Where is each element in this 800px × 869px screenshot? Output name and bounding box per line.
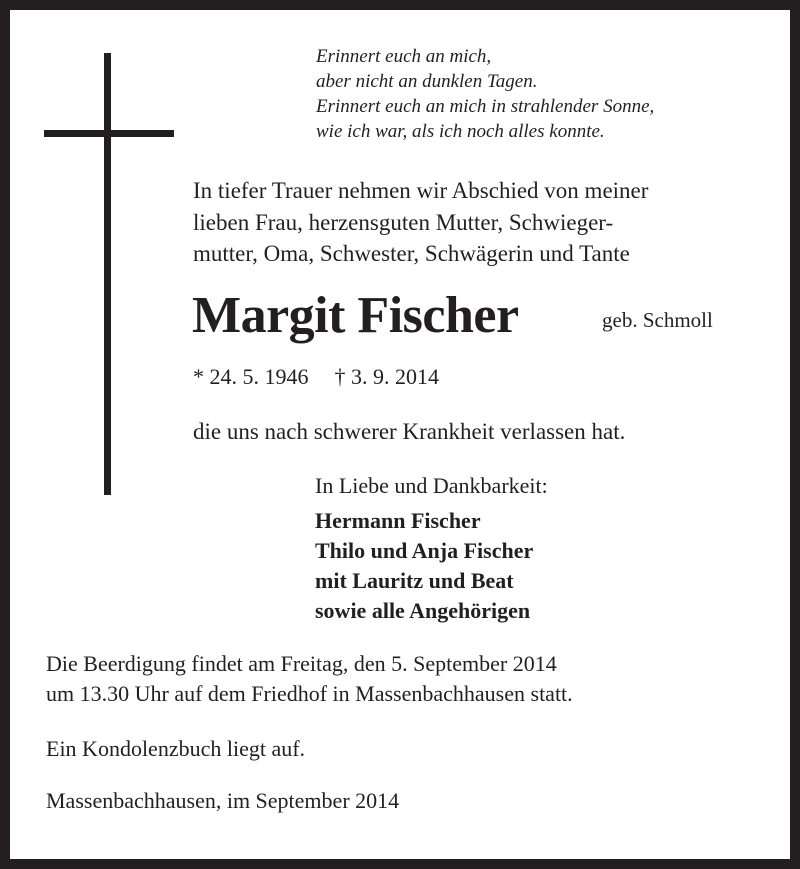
condolence-note: Ein Kondolenzbuch liegt auf. bbox=[46, 736, 306, 761]
mourner: Hermann Fischer bbox=[315, 508, 481, 533]
cross-icon-vertical bbox=[104, 53, 111, 495]
poem-line: aber nicht an dunklen Tagen. bbox=[316, 71, 538, 92]
funeral-line: Die Beerdigung findet am Freitag, den 5. September 2014 bbox=[46, 651, 557, 676]
mourners-list bbox=[315, 506, 533, 626]
thanks-heading: In Liebe und Dankbarkeit: bbox=[315, 473, 548, 498]
life-dates bbox=[193, 362, 439, 392]
funeral-line: um 13.30 Uhr auf dem Friedhof in Massenbachhausen statt. bbox=[46, 681, 573, 706]
poem-line: Erinnert euch an mich, bbox=[316, 46, 492, 67]
deceased-name: Margit Fischer bbox=[192, 287, 519, 344]
place-date: Massenbachhausen, im September 2014 bbox=[46, 788, 400, 813]
death-date: † 3. 9. 2014 bbox=[334, 364, 439, 389]
poem-line: wie ich war, als ich noch alles konnte. bbox=[316, 121, 605, 142]
maiden-name: geb. Schmoll bbox=[602, 308, 713, 332]
intro-line: lieben Frau, herzensguten Mutter, Schwieger- bbox=[193, 209, 614, 235]
passing-text: die uns nach schwerer Krankheit verlassen hat. bbox=[193, 419, 626, 444]
mourner: sowie alle Angehörigen bbox=[315, 598, 531, 623]
intro-line: In tiefer Trauer nehmen wir Abschied von meiner bbox=[193, 178, 649, 203]
funeral-info bbox=[46, 649, 573, 709]
cross-icon-horizontal bbox=[44, 130, 174, 137]
intro-text bbox=[193, 175, 648, 270]
intro-line: mutter, Oma, Schwester, Schwägerin und Tante bbox=[193, 241, 630, 266]
poem bbox=[316, 44, 654, 144]
birth-date: * 24. 5. 1946 bbox=[193, 364, 309, 389]
mourner: mit Lauritz und Beat bbox=[315, 568, 514, 593]
mourner: Thilo und Anja Fischer bbox=[315, 538, 534, 563]
poem-line: Erinnert euch an mich in strahlender Sonne, bbox=[316, 96, 655, 117]
